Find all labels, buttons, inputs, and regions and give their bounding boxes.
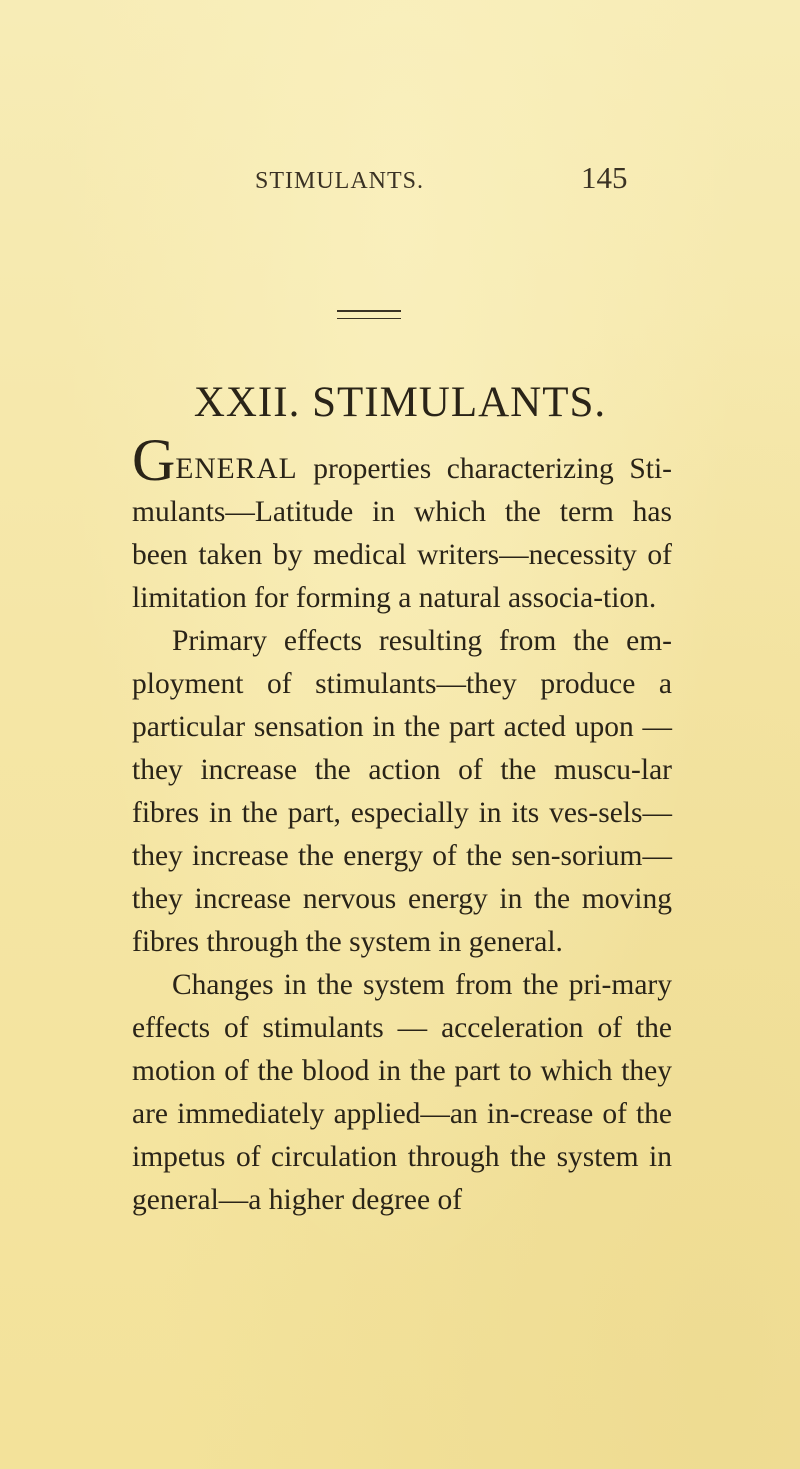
chapter-synopsis — [132, 427, 672, 1222]
lead-smallcaps: ENERAL — [175, 453, 298, 485]
paragraph-2: Primary effects resulting from the em-ployment of stimulants—they produce a particular sensation in the part acted upon —they increase the action of the muscu-lar fibres in the part, especially in its ves-sels—they increase the energy of the sen-sorium—they increase nervous energy in the moving fibres through the system in general. — [132, 625, 672, 958]
paragraph-1 — [132, 427, 672, 620]
drop-cap: G — [132, 427, 176, 493]
paragraph-3: Changes in the system from the pri-mary effects of stimulants — acceleration of the motion of the blood in the part to which they are immediately applied—an in-crease of the impetus of circulation through the system in general—a higher degree of — [132, 969, 672, 1216]
paragraph-1-text: properties characterizing Sti-mulants—Latitude in which the term has been taken by medical writers—necessity of limitation for forming a natural associa-tion. — [132, 453, 672, 614]
running-title: STIMULANTS. — [255, 168, 425, 194]
ornamental-rule — [337, 310, 401, 319]
running-head — [255, 160, 655, 200]
page-number: 145 — [581, 160, 628, 195]
chapter-title: XXII. STIMULANTS. — [193, 379, 607, 426]
